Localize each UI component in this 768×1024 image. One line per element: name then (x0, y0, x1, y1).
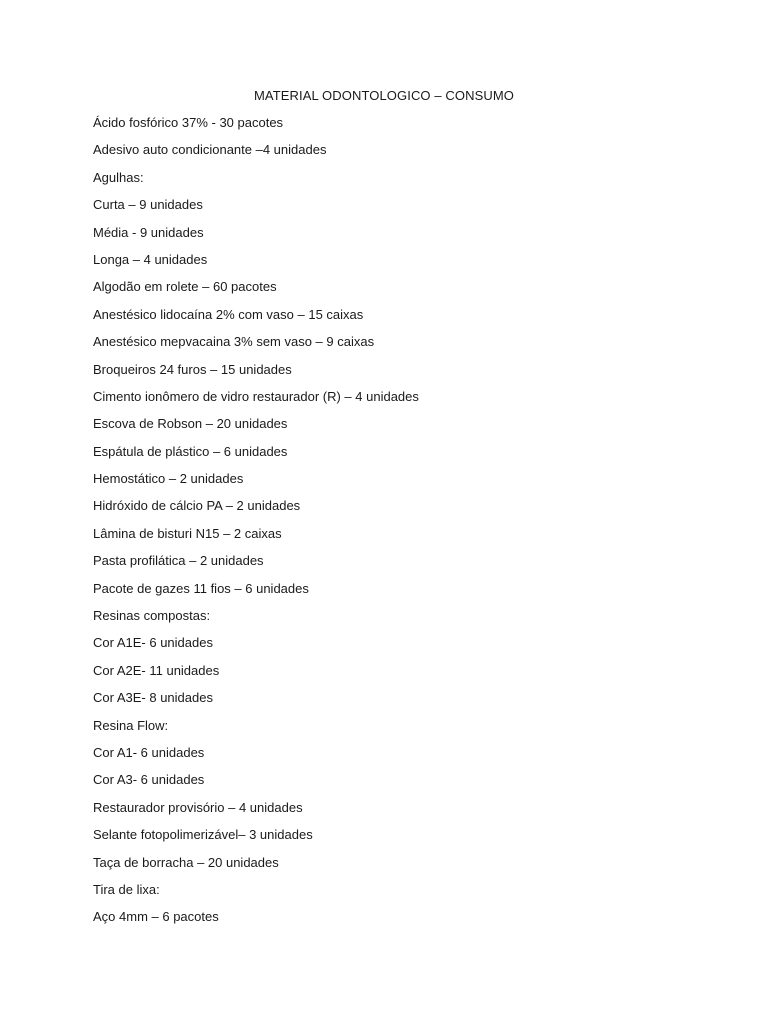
list-item: Lâmina de bisturi N15 – 2 caixas (93, 525, 282, 541)
document-title: MATERIAL ODONTOLOGICO – CONSUMO (253, 88, 514, 103)
list-item: Cor A3E- 8 unidades (93, 690, 213, 706)
material-list (93, 114, 419, 936)
list-item: Pacote de gazes 11 fios – 6 unidades (93, 580, 309, 596)
list-item: Resinas compostas: (93, 608, 211, 624)
list-item: Cor A1E- 6 unidades (93, 635, 213, 651)
list-item: Broqueiros 24 furos – 15 unidades (93, 361, 292, 377)
list-item: Anestésico mepvacaina 3% sem vaso – 9 caixas (93, 334, 375, 350)
list-item: Adesivo auto condicionante –4 unidades (93, 142, 327, 158)
list-item: Curta – 9 unidades (93, 197, 203, 213)
list-item: Resina Flow: (93, 717, 169, 733)
list-item: Restaurador provisório – 4 unidades (93, 799, 303, 815)
list-item: Escova de Robson – 20 unidades (93, 416, 288, 432)
list-item: Taça de borracha – 20 unidades (93, 854, 279, 870)
list-item: Longa – 4 unidades (93, 251, 208, 267)
list-item: Espátula de plástico – 6 unidades (93, 443, 288, 459)
list-item: Tira de lixa: (93, 881, 160, 897)
list-item: Cor A2E- 11 unidades (93, 662, 220, 678)
list-item: Hidróxido de cálcio PA – 2 unidades (93, 498, 301, 514)
list-item: Cor A3- 6 unidades (93, 772, 205, 788)
list-item: Ácido fosfórico 37% - 30 pacotes (93, 115, 284, 130)
list-item: Cimento ionômero de vidro restaurador (R) – 4 unidades (93, 388, 419, 404)
list-item: Agulhas: (93, 169, 144, 185)
list-item: Anestésico lidocaína 2% com vaso – 15 caixas (93, 306, 364, 322)
list-item: Hemostático – 2 unidades (93, 471, 244, 487)
list-item: Selante fotopolimerizável– 3 unidades (93, 827, 313, 843)
list-item: Pasta profilática – 2 unidades (93, 553, 264, 569)
list-item: Aço 4mm – 6 pacotes (93, 909, 219, 925)
list-item: Cor A1- 6 unidades (93, 744, 205, 760)
list-item: Algodão em rolete – 60 pacotes (93, 279, 277, 295)
list-item: Média - 9 unidades (93, 224, 204, 240)
